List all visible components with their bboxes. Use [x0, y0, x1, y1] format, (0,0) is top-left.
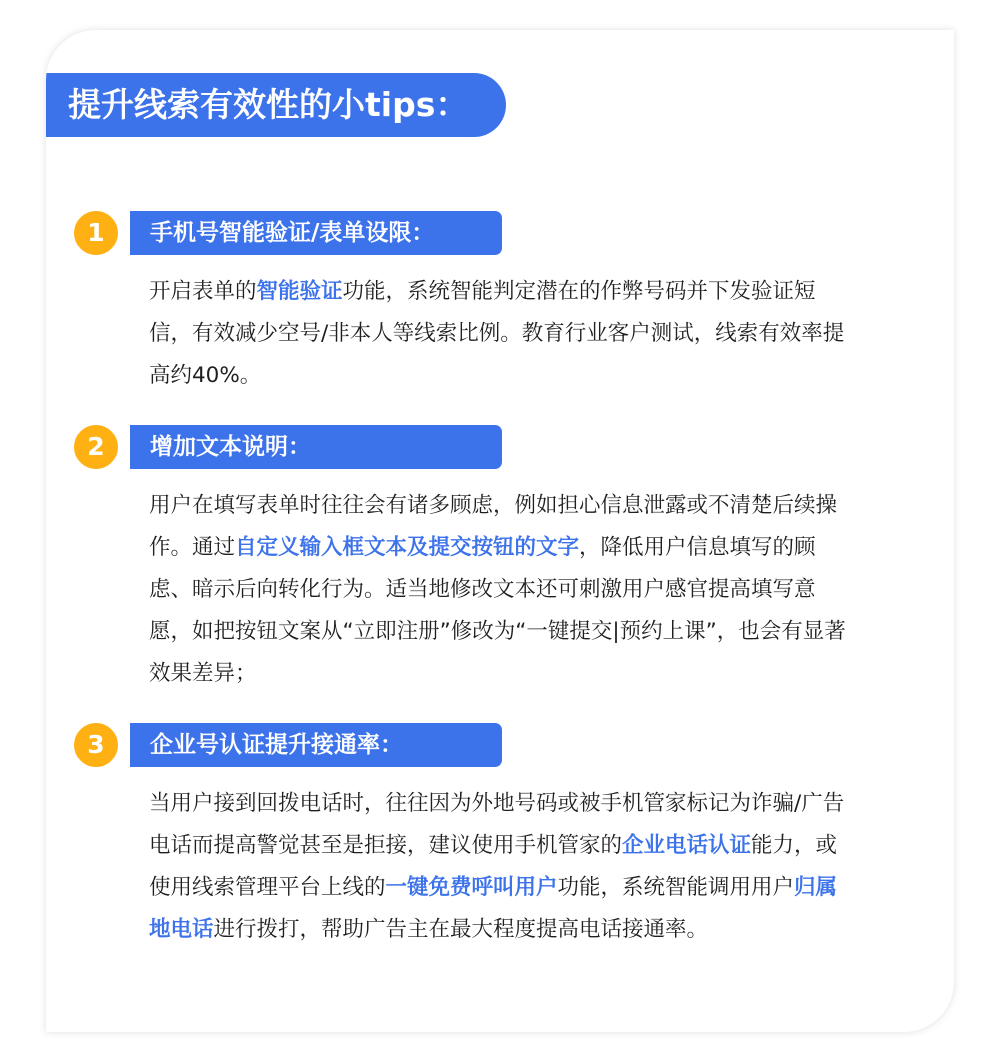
tips-card: [46, 30, 954, 1032]
section-body: [149, 485, 854, 695]
highlight-text: 一键免费呼叫用户: [385, 875, 558, 900]
section-number-badge: 2: [70, 421, 122, 473]
body-text: 功能，系统智能判定潜在的作弊号码并下发验证短信，有效减少空号/非本人等线索比例。教育行业客户测试，线索有效率提高约40%。: [149, 279, 845, 388]
highlight-text: 自定义输入框文本及提交按钮的文字: [235, 535, 580, 560]
page-title: 提升线索有效性的小tips：: [46, 73, 506, 137]
section-header: [70, 207, 502, 259]
body-text: 用户在填写表单时往往会有诸多顾虑，例如担心信息泄露或不清楚后续操作。通过: [149, 493, 838, 560]
section-heading: 企业号认证提升接通率：: [130, 723, 502, 767]
highlight-text: 企业电话认证: [622, 833, 752, 858]
body-text: 开启表单的: [149, 279, 257, 304]
body-text: 当用户接到回拨电话时，往往因为外地号码或被手机管家标记为诈骗/广告电话而提高警觉甚至是拒接，建议使用手机管家的: [149, 791, 845, 858]
body-text: ，降低用户信息填写的顾虑、暗示后向转化行为。适当地修改文本还可刺激用户感官提高填写意愿，如把按钮文案从“立即注册”修改为“一键提交|预约上课”，也会有显著效果差异；: [149, 535, 846, 686]
section-number-badge: 1: [70, 207, 122, 259]
body-text: 进行拨打，帮助广告主在最大程度提高电话接通率。: [213, 917, 709, 942]
section-number-badge: 3: [70, 719, 122, 771]
highlight-text: 归属地电话: [149, 875, 838, 942]
section-heading: 手机号智能验证/表单设限：: [130, 211, 502, 255]
highlight-text: 智能验证: [256, 279, 343, 304]
body-text: 能力，或使用线索管理平台上线的: [149, 833, 838, 900]
section-body: [149, 783, 854, 951]
section-body: [149, 271, 854, 397]
section-header: [70, 719, 502, 771]
body-text: 功能，系统智能调用用户: [557, 875, 795, 900]
section-heading: 增加文本说明：: [130, 425, 502, 469]
section-header: [70, 421, 502, 473]
